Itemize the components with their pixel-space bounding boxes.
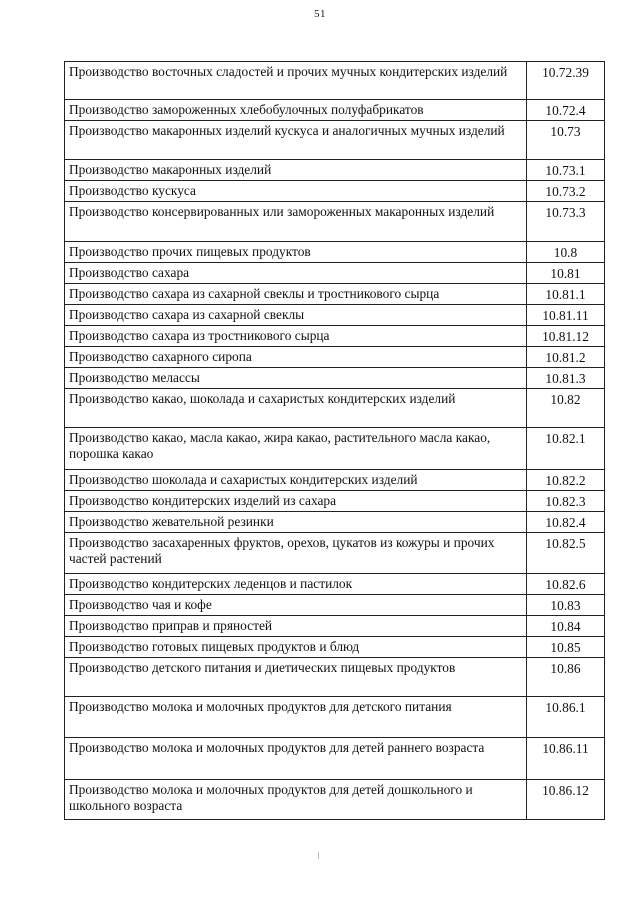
activity-code-cell: 10.86.1 bbox=[527, 697, 605, 738]
activity-name-cell: Производство кондитерских изделий из сахара bbox=[65, 491, 527, 512]
table-row bbox=[65, 389, 605, 428]
activity-name-cell: Производство мелассы bbox=[65, 368, 527, 389]
table-row bbox=[65, 326, 605, 347]
activity-name-cell: Производство молока и молочных продуктов для детей дошкольного и школьного возраста bbox=[65, 780, 527, 820]
activity-name-cell: Производство консервированных или замороженных макаронных изделий bbox=[65, 202, 527, 242]
activity-name-cell: Производство засахаренных фруктов, орехов, цукатов из кожуры и прочих частей растений bbox=[65, 533, 527, 574]
activity-codes-table bbox=[64, 61, 605, 820]
table-row bbox=[65, 470, 605, 491]
activity-name-cell: Производство молока и молочных продуктов для детского питания bbox=[65, 697, 527, 738]
table-row bbox=[65, 658, 605, 697]
activity-code-cell: 10.86 bbox=[527, 658, 605, 697]
table-row bbox=[65, 121, 605, 160]
activity-code-cell: 10.82.2 bbox=[527, 470, 605, 491]
activity-code-cell: 10.86.11 bbox=[527, 738, 605, 780]
activity-name-cell: Производство готовых пищевых продуктов и блюд bbox=[65, 637, 527, 658]
activity-code-cell: 10.72.4 bbox=[527, 100, 605, 121]
activity-code-cell: 10.82.4 bbox=[527, 512, 605, 533]
activity-code-cell: 10.81.2 bbox=[527, 347, 605, 368]
activity-code-cell: 10.73 bbox=[527, 121, 605, 160]
table-row bbox=[65, 368, 605, 389]
activity-name-cell: Производство макаронных изделий кускуса и аналогичных мучных изделий bbox=[65, 121, 527, 160]
activity-name-cell: Производство макаронных изделий bbox=[65, 160, 527, 181]
activity-name-cell: Производство чая и кофе bbox=[65, 595, 527, 616]
table-row bbox=[65, 780, 605, 820]
activity-code-cell: 10.85 bbox=[527, 637, 605, 658]
activity-code-cell: 10.81.11 bbox=[527, 305, 605, 326]
activity-code-cell: 10.81.1 bbox=[527, 284, 605, 305]
activity-name-cell: Производство прочих пищевых продуктов bbox=[65, 242, 527, 263]
activity-code-cell: 10.81 bbox=[527, 263, 605, 284]
activity-name-cell: Производство сахара из сахарной свеклы bbox=[65, 305, 527, 326]
activity-code-cell: 10.73.1 bbox=[527, 160, 605, 181]
table-row bbox=[65, 62, 605, 100]
activity-code-cell: 10.73.3 bbox=[527, 202, 605, 242]
table-row bbox=[65, 263, 605, 284]
activity-name-cell: Производство какао, масла какао, жира какао, растительного масла какао, порошка какао bbox=[65, 428, 527, 470]
table-row bbox=[65, 428, 605, 470]
table-row bbox=[65, 491, 605, 512]
table-row bbox=[65, 738, 605, 780]
activity-name-cell: Производство приправ и пряностей bbox=[65, 616, 527, 637]
activity-code-cell: 10.82 bbox=[527, 389, 605, 428]
activity-code-cell: 10.8 bbox=[527, 242, 605, 263]
table-row bbox=[65, 697, 605, 738]
table-row bbox=[65, 284, 605, 305]
activity-code-cell: 10.81.3 bbox=[527, 368, 605, 389]
table-row bbox=[65, 242, 605, 263]
activity-code-cell: 10.81.12 bbox=[527, 326, 605, 347]
table-row bbox=[65, 347, 605, 368]
activity-code-cell: 10.82.1 bbox=[527, 428, 605, 470]
activity-name-cell: Производство какао, шоколада и сахаристых кондитерских изделий bbox=[65, 389, 527, 428]
activity-code-cell: 10.72.39 bbox=[527, 62, 605, 100]
table-row bbox=[65, 202, 605, 242]
activity-name-cell: Производство шоколада и сахаристых кондитерских изделий bbox=[65, 470, 527, 491]
table-row bbox=[65, 533, 605, 574]
activity-name-cell: Производство сахара из тростникового сырца bbox=[65, 326, 527, 347]
activity-name-cell: Производство восточных сладостей и прочих мучных кондитерских изделий bbox=[65, 62, 527, 100]
activity-name-cell: Производство кондитерских леденцов и пастилок bbox=[65, 574, 527, 595]
scan-artifact-mark bbox=[318, 852, 319, 859]
activity-name-cell: Производство сахара из сахарной свеклы и тростникового сырца bbox=[65, 284, 527, 305]
activity-name-cell: Производство молока и молочных продуктов для детей раннего возраста bbox=[65, 738, 527, 780]
activity-name-cell: Производство кускуса bbox=[65, 181, 527, 202]
table-body bbox=[65, 62, 605, 820]
table-row bbox=[65, 181, 605, 202]
table-row bbox=[65, 160, 605, 181]
activity-code-cell: 10.73.2 bbox=[527, 181, 605, 202]
activity-name-cell: Производство детского питания и диетических пищевых продуктов bbox=[65, 658, 527, 697]
activity-code-cell: 10.82.5 bbox=[527, 533, 605, 574]
activity-name-cell: Производство жевательной резинки bbox=[65, 512, 527, 533]
activity-code-cell: 10.82.6 bbox=[527, 574, 605, 595]
table-row bbox=[65, 574, 605, 595]
activity-name-cell: Производство замороженных хлебобулочных полуфабрикатов bbox=[65, 100, 527, 121]
activity-code-cell: 10.86.12 bbox=[527, 780, 605, 820]
activity-code-cell: 10.83 bbox=[527, 595, 605, 616]
table-row bbox=[65, 637, 605, 658]
table-row bbox=[65, 595, 605, 616]
table-row bbox=[65, 512, 605, 533]
activity-code-cell: 10.82.3 bbox=[527, 491, 605, 512]
table-row bbox=[65, 305, 605, 326]
table-row bbox=[65, 100, 605, 121]
activity-name-cell: Производство сахара bbox=[65, 263, 527, 284]
page-number: 51 bbox=[314, 8, 326, 20]
table-row bbox=[65, 616, 605, 637]
activity-code-cell: 10.84 bbox=[527, 616, 605, 637]
activity-name-cell: Производство сахарного сиропа bbox=[65, 347, 527, 368]
